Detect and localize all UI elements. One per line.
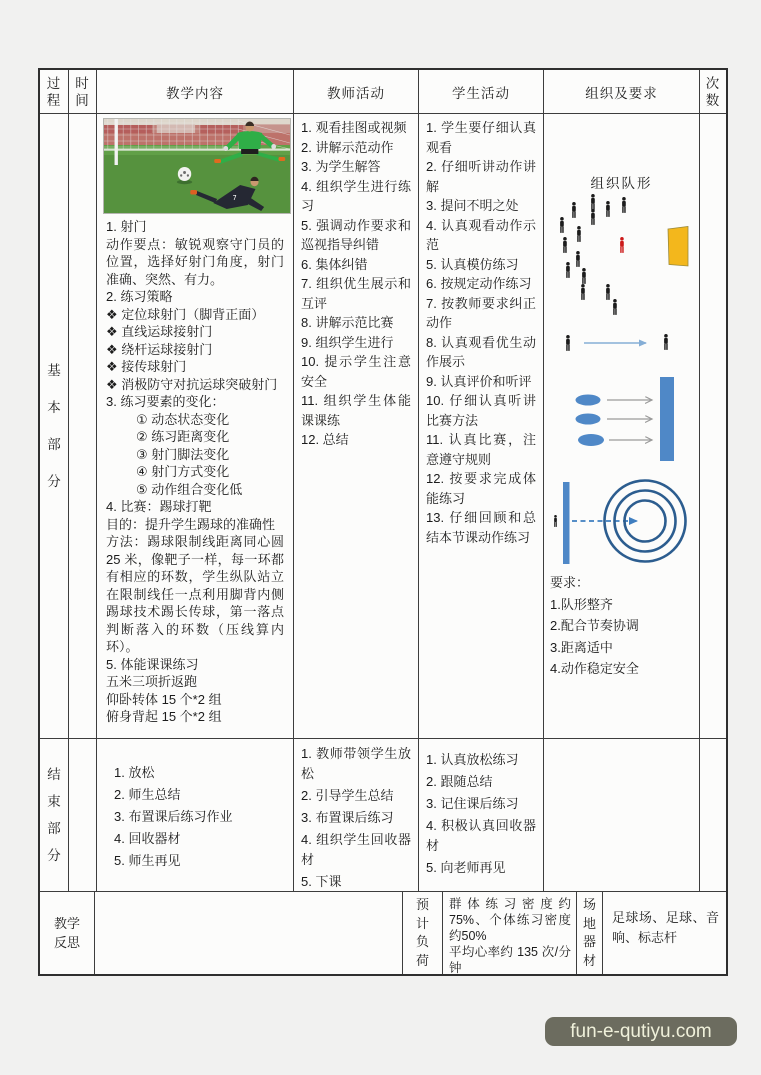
list-item: ❖ 定位球射门（脚背正面） [106, 306, 265, 322]
list-item: 5. 下课 [301, 874, 342, 889]
list-item: 8. 认真观看优生动作展示 [426, 334, 536, 369]
organization-requirements [550, 572, 696, 680]
header-process [40, 70, 69, 114]
list-item: 2. 师生总结 [114, 787, 181, 802]
list-item: 动作要点：敏锐观察守门员的位置，选择好射门角度，射门准确、突然、有力。 [106, 236, 284, 287]
list-item: ① 动态状态变化 [136, 411, 230, 427]
list-item: 3. 提问不明之处 [426, 198, 519, 213]
soccer-shot-photo [103, 118, 291, 214]
basic-student-list [426, 118, 536, 547]
runner-target-person-icon [664, 334, 668, 350]
list-item: 2.配合节奏协调 [550, 618, 639, 633]
ending-teacher-cell [294, 739, 419, 892]
list-item: 7. 按教师要求纠正动作 [426, 295, 536, 330]
list-item: 目的：提升学生踢球的准确性 [106, 516, 276, 532]
header-organization [544, 70, 700, 114]
basic-content-list [106, 218, 284, 726]
ending-content-cell [97, 739, 294, 892]
list-item: 10. 提示学生注意安全 [301, 354, 411, 389]
list-item: 5. 认真模仿练习 [426, 256, 519, 272]
reflection-label: 教学反思 [53, 916, 80, 950]
basic-content-cell [97, 114, 294, 739]
basic-organization-cell [544, 114, 700, 739]
list-item: 俯身背起 15 个*2 组 [106, 709, 222, 724]
basic-row-label-cell [40, 114, 69, 739]
ending-time-cell [69, 739, 97, 892]
basic-row-label: 基本部分 [47, 363, 61, 489]
teacher-person-icon [620, 237, 624, 253]
list-item: 1.队形整齐 [550, 596, 613, 612]
list-item: 1. 观看挂图或视频 [301, 120, 407, 135]
formation-person-icons [560, 194, 626, 315]
list-item: 1. 认真放松练习 [426, 752, 519, 767]
list-item: 5. 体能课课练习 [106, 656, 199, 672]
header-time-label: 时间 [75, 75, 90, 108]
site-watermark [545, 1017, 737, 1046]
list-item: ❖ 直线运球接射门 [106, 324, 213, 339]
table-header-row [40, 70, 726, 114]
list-item: 9. 组织学生进行 [301, 334, 394, 350]
list-item: 5. 强调动作要求和巡视指导纠错 [301, 217, 411, 252]
header-organization-label: 组织及要求 [585, 85, 658, 101]
ending-row-label: 结束部分 [47, 767, 61, 863]
list-item: ③ 射门脚法变化 [136, 446, 230, 462]
reflection-label-cell [40, 892, 95, 974]
list-item: 4. 回收器材 [114, 831, 181, 846]
equipment-value-cell [603, 892, 726, 974]
runner-person-icon [566, 335, 570, 351]
ending-content-list [114, 763, 285, 871]
list-item: 12. 按要求完成体能练习 [426, 471, 536, 506]
list-item: 2. 讲解示范动作 [301, 139, 394, 155]
header-content-label: 教学内容 [166, 85, 224, 101]
footer-row [40, 892, 726, 974]
list-item: 1. 放松 [114, 765, 155, 780]
equipment-value: 足球场、足球、音响、标志杆 [612, 910, 719, 945]
wall-shot-drill [576, 377, 675, 461]
basic-student-cell [419, 114, 544, 739]
basic-count-cell [700, 114, 726, 739]
list-item: 3. 布置课后练习作业 [114, 809, 233, 824]
list-item: 13. 仔细回顾和总结本节课动作练习 [426, 510, 536, 545]
list-item: 6. 按规定动作练习 [426, 276, 532, 291]
list-item: 2. 引导学生总结 [301, 788, 394, 803]
list-item: 4. 积极认真回收器材 [426, 818, 536, 853]
list-item: 5. 向老师再见 [426, 860, 506, 875]
header-student-label: 学生活动 [452, 85, 510, 101]
watermark-text: fun-e-qutiyu.com [570, 1020, 712, 1042]
basic-teacher-list [301, 118, 411, 450]
header-process-label: 过程 [46, 75, 62, 108]
ending-count-cell [700, 739, 726, 892]
list-item: ❖ 绕杆运球接射门 [106, 341, 213, 357]
ending-row-label-cell [40, 739, 69, 892]
load-label-cell [403, 892, 443, 974]
list-item: ④ 射门方式变化 [136, 464, 230, 479]
list-item: 1. 教师带领学生放松 [301, 746, 411, 781]
load-value-cell [443, 892, 577, 974]
header-teacher [294, 70, 419, 114]
list-item: 3.距离适中 [550, 639, 613, 655]
list-item: 群体练习密度约75%、个体练习密度约50% [449, 897, 571, 943]
equipment-label-cell [577, 892, 603, 974]
header-student [419, 70, 544, 114]
load-label: 预计负荷 [415, 897, 429, 968]
ending-teacher-list [301, 744, 411, 892]
list-item: ❖ 接传球射门 [106, 359, 187, 374]
list-item: 4. 组织学生进行练习 [301, 178, 411, 213]
load-value-list [449, 896, 571, 974]
ending-student-cell [419, 739, 544, 892]
list-item: 12. 总结 [301, 432, 349, 447]
list-item: 6. 集体纠错 [301, 256, 368, 272]
ending-organization-cell [544, 739, 700, 892]
basic-teacher-cell [294, 114, 419, 739]
list-item: 11. 组织学生体能课课练 [301, 393, 411, 428]
header-teacher-label: 教师活动 [327, 85, 385, 101]
list-item: 4. 比赛：踢球打靶 [106, 499, 212, 514]
lesson-plan-table [38, 68, 728, 976]
list-item: 五米三项折返跑 [106, 674, 198, 689]
list-item: 要求： [550, 575, 590, 590]
header-count-label: 次数 [705, 75, 721, 108]
goal-post [115, 119, 118, 165]
list-item: 3. 为学生解答 [301, 159, 381, 174]
svg-text:7: 7 [232, 193, 237, 203]
list-item: 2. 跟随总结 [426, 774, 493, 789]
list-item: 平均心率约 135 次/分钟 [449, 945, 571, 974]
list-item: ② 练习距离变化 [136, 429, 230, 444]
list-item: 9. 认真评价和听评 [426, 373, 532, 389]
list-item: 仰卧转体 15 个*2 组 [106, 691, 222, 707]
target-drill [554, 481, 685, 565]
list-item: 4.动作稳定安全 [550, 661, 639, 676]
list-item: ⑤ 动作组合变化低 [136, 481, 243, 497]
list-item: 3. 布置课后练习 [301, 810, 394, 825]
goal-rect-icon [668, 227, 688, 267]
list-item: 2. 仔细听讲动作讲解 [426, 159, 536, 194]
list-item: 7. 组织优生展示和互评 [301, 276, 411, 311]
formation-title: 组织队形 [590, 176, 653, 191]
list-item: 10. 仔细认真听讲比赛方法 [426, 393, 536, 428]
ending-part-row [40, 739, 726, 892]
basic-part-row [40, 114, 726, 739]
header-content [97, 70, 294, 114]
list-item: ❖ 消极防守对抗运球突破射门 [106, 376, 278, 392]
list-item: 1. 学生要仔细认真观看 [426, 120, 536, 155]
list-item: 3. 记住课后练习 [426, 796, 519, 811]
list-item: 3. 练习要素的变化： [106, 394, 225, 409]
basic-time-cell [69, 114, 97, 739]
list-item: 4. 认真观看动作示范 [426, 217, 536, 252]
list-item: 5. 师生再见 [114, 853, 181, 868]
reflection-blank-cell [95, 892, 403, 974]
header-time [69, 70, 97, 114]
header-count [700, 70, 726, 114]
ending-student-list [426, 750, 536, 878]
equipment-label: 场地器材 [582, 897, 596, 968]
list-item: 8. 讲解示范比赛 [301, 315, 394, 330]
list-item: 方法：踢球限制线距离同心圆 25 米，像靶子一样，每一环都有相应的环数，学生纵队站立在限制线任一点利用脚背内侧踢球技术踢长传球，第一落点判断落入的环数（压线算内环）。 [106, 534, 284, 654]
list-item: 4. 组织学生回收器材 [301, 832, 411, 867]
list-item: 2. 练习策略 [106, 289, 173, 304]
list-item: 11. 认真比赛，注意遵守规则 [426, 432, 536, 467]
list-item: 1. 射门 [106, 219, 147, 234]
